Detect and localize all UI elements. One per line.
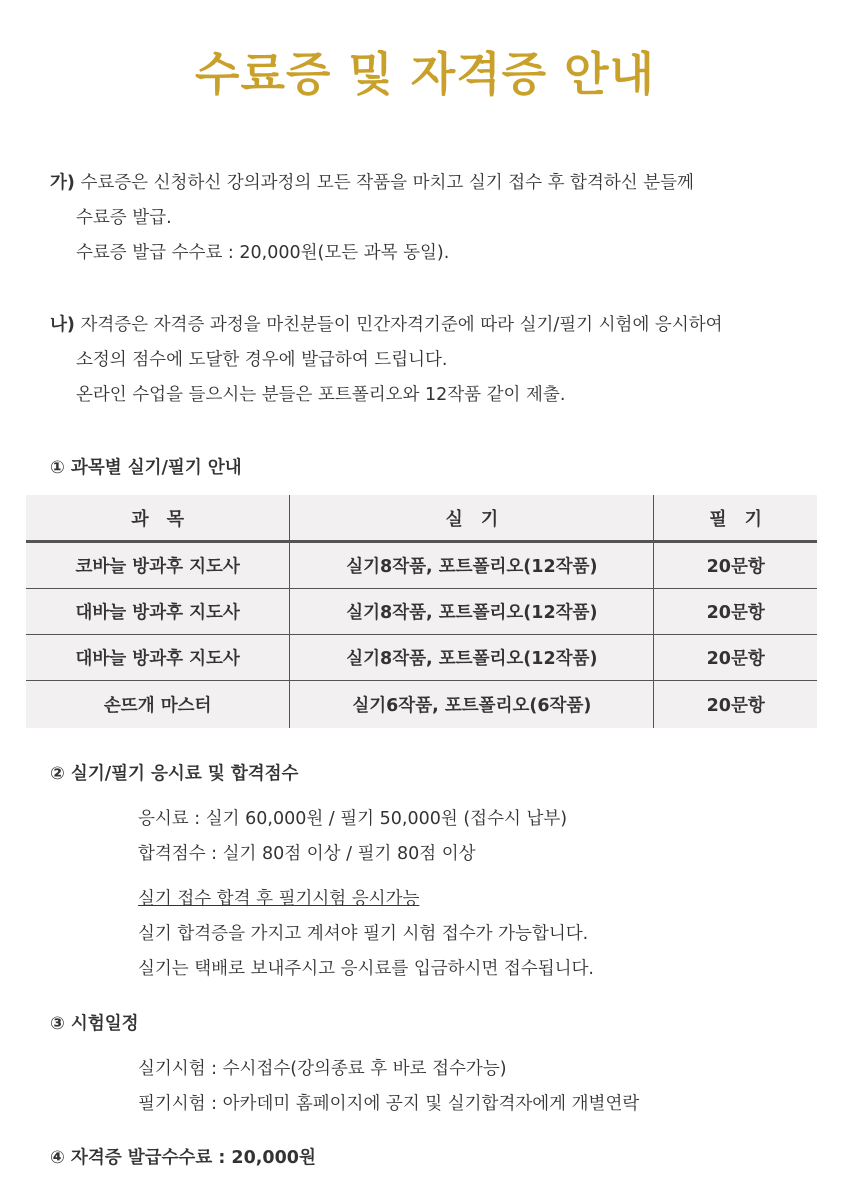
note-line1: 실기 합격증을 가지고 계셔야 필기 시험 접수가 가능합니다.	[138, 924, 589, 944]
cell-practical: 실기8작품, 포트폴리오(12작품)	[290, 542, 654, 589]
cell-subject: 대바늘 방과후 지도사	[26, 589, 290, 635]
para-b-marker: 나)	[50, 315, 75, 335]
note-line2: 실기는 택배로 보내주시고 응시료를 입금하시면 접수됩니다.	[138, 959, 594, 979]
para-b-line2: 소정의 점수에 도달한 경우에 발급하여 드립니다.	[76, 350, 448, 370]
cell-written: 20문항	[654, 635, 817, 681]
exam-fee-text: 응시료 : 실기 60,000원 / 필기 50,000원 (접수시 납부)	[138, 809, 568, 829]
para-a-line1: 수료증은 신청하신 강의과정의 모든 작품을 마치고 실기 접수 후 합격하신 분들께	[74, 173, 694, 193]
para-a-line3: 수료증 발급 수수료 : 20,000원(모든 과목 동일).	[76, 243, 450, 263]
page-title: 수료증 및 자격증 안내	[195, 47, 655, 101]
table-row	[26, 542, 817, 589]
cell-written: 20문항	[654, 681, 817, 729]
para-b-line1: 자격증은 자격증 과정을 마친분들이 민간자격기준에 따라 실기/필기 시험에 응시하여	[74, 315, 723, 335]
paragraph-license	[50, 308, 723, 413]
passing-score-text: 합격점수 : 실기 80점 이상 / 필기 80점 이상	[138, 844, 476, 864]
cell-practical: 실기8작품, 포트폴리오(12작품)	[290, 635, 654, 681]
col-header-subject: 과 목	[26, 495, 290, 542]
section1-heading: ① 과목별 실기/필기 안내	[50, 458, 242, 478]
practical-exam-schedule: 실기시험 : 수시접수(강의종료 후 바로 접수가능)	[138, 1059, 507, 1079]
cell-written: 20문항	[654, 542, 817, 589]
note-title: 실기 접수 합격 후 필기시험 응시가능	[138, 889, 420, 909]
col-header-written: 필 기	[654, 495, 817, 542]
para-b-line3: 온라인 수업을 들으시는 분들은 포트폴리오와 12작품 같이 제출.	[76, 385, 566, 405]
cell-subject: 코바늘 방과후 지도사	[26, 542, 290, 589]
section2-heading: ② 실기/필기 응시료 및 합격점수	[50, 764, 299, 784]
cell-practical: 실기8작품, 포트폴리오(12작품)	[290, 589, 654, 635]
col-header-practical: 실 기	[290, 495, 654, 542]
table-header-row	[26, 495, 817, 542]
para-a-line2: 수료증 발급.	[76, 208, 172, 228]
cell-practical: 실기6작품, 포트폴리오(6작품)	[290, 681, 654, 729]
table-row	[26, 635, 817, 681]
subject-table	[26, 495, 817, 728]
para-a-marker: 가)	[50, 173, 75, 193]
cell-written: 20문항	[654, 589, 817, 635]
section4-heading: ④ 자격증 발급수수료 : 20,000원	[50, 1148, 316, 1168]
table-row	[26, 681, 817, 729]
table-row	[26, 589, 817, 635]
paragraph-certificate-of-completion	[50, 166, 694, 271]
cell-subject: 대바늘 방과후 지도사	[26, 635, 290, 681]
section3-heading: ③ 시험일정	[50, 1014, 139, 1034]
cell-subject: 손뜨개 마스터	[26, 681, 290, 729]
written-exam-schedule: 필기시험 : 아카데미 홈페이지에 공지 및 실기합격자에게 개별연락	[138, 1094, 640, 1114]
